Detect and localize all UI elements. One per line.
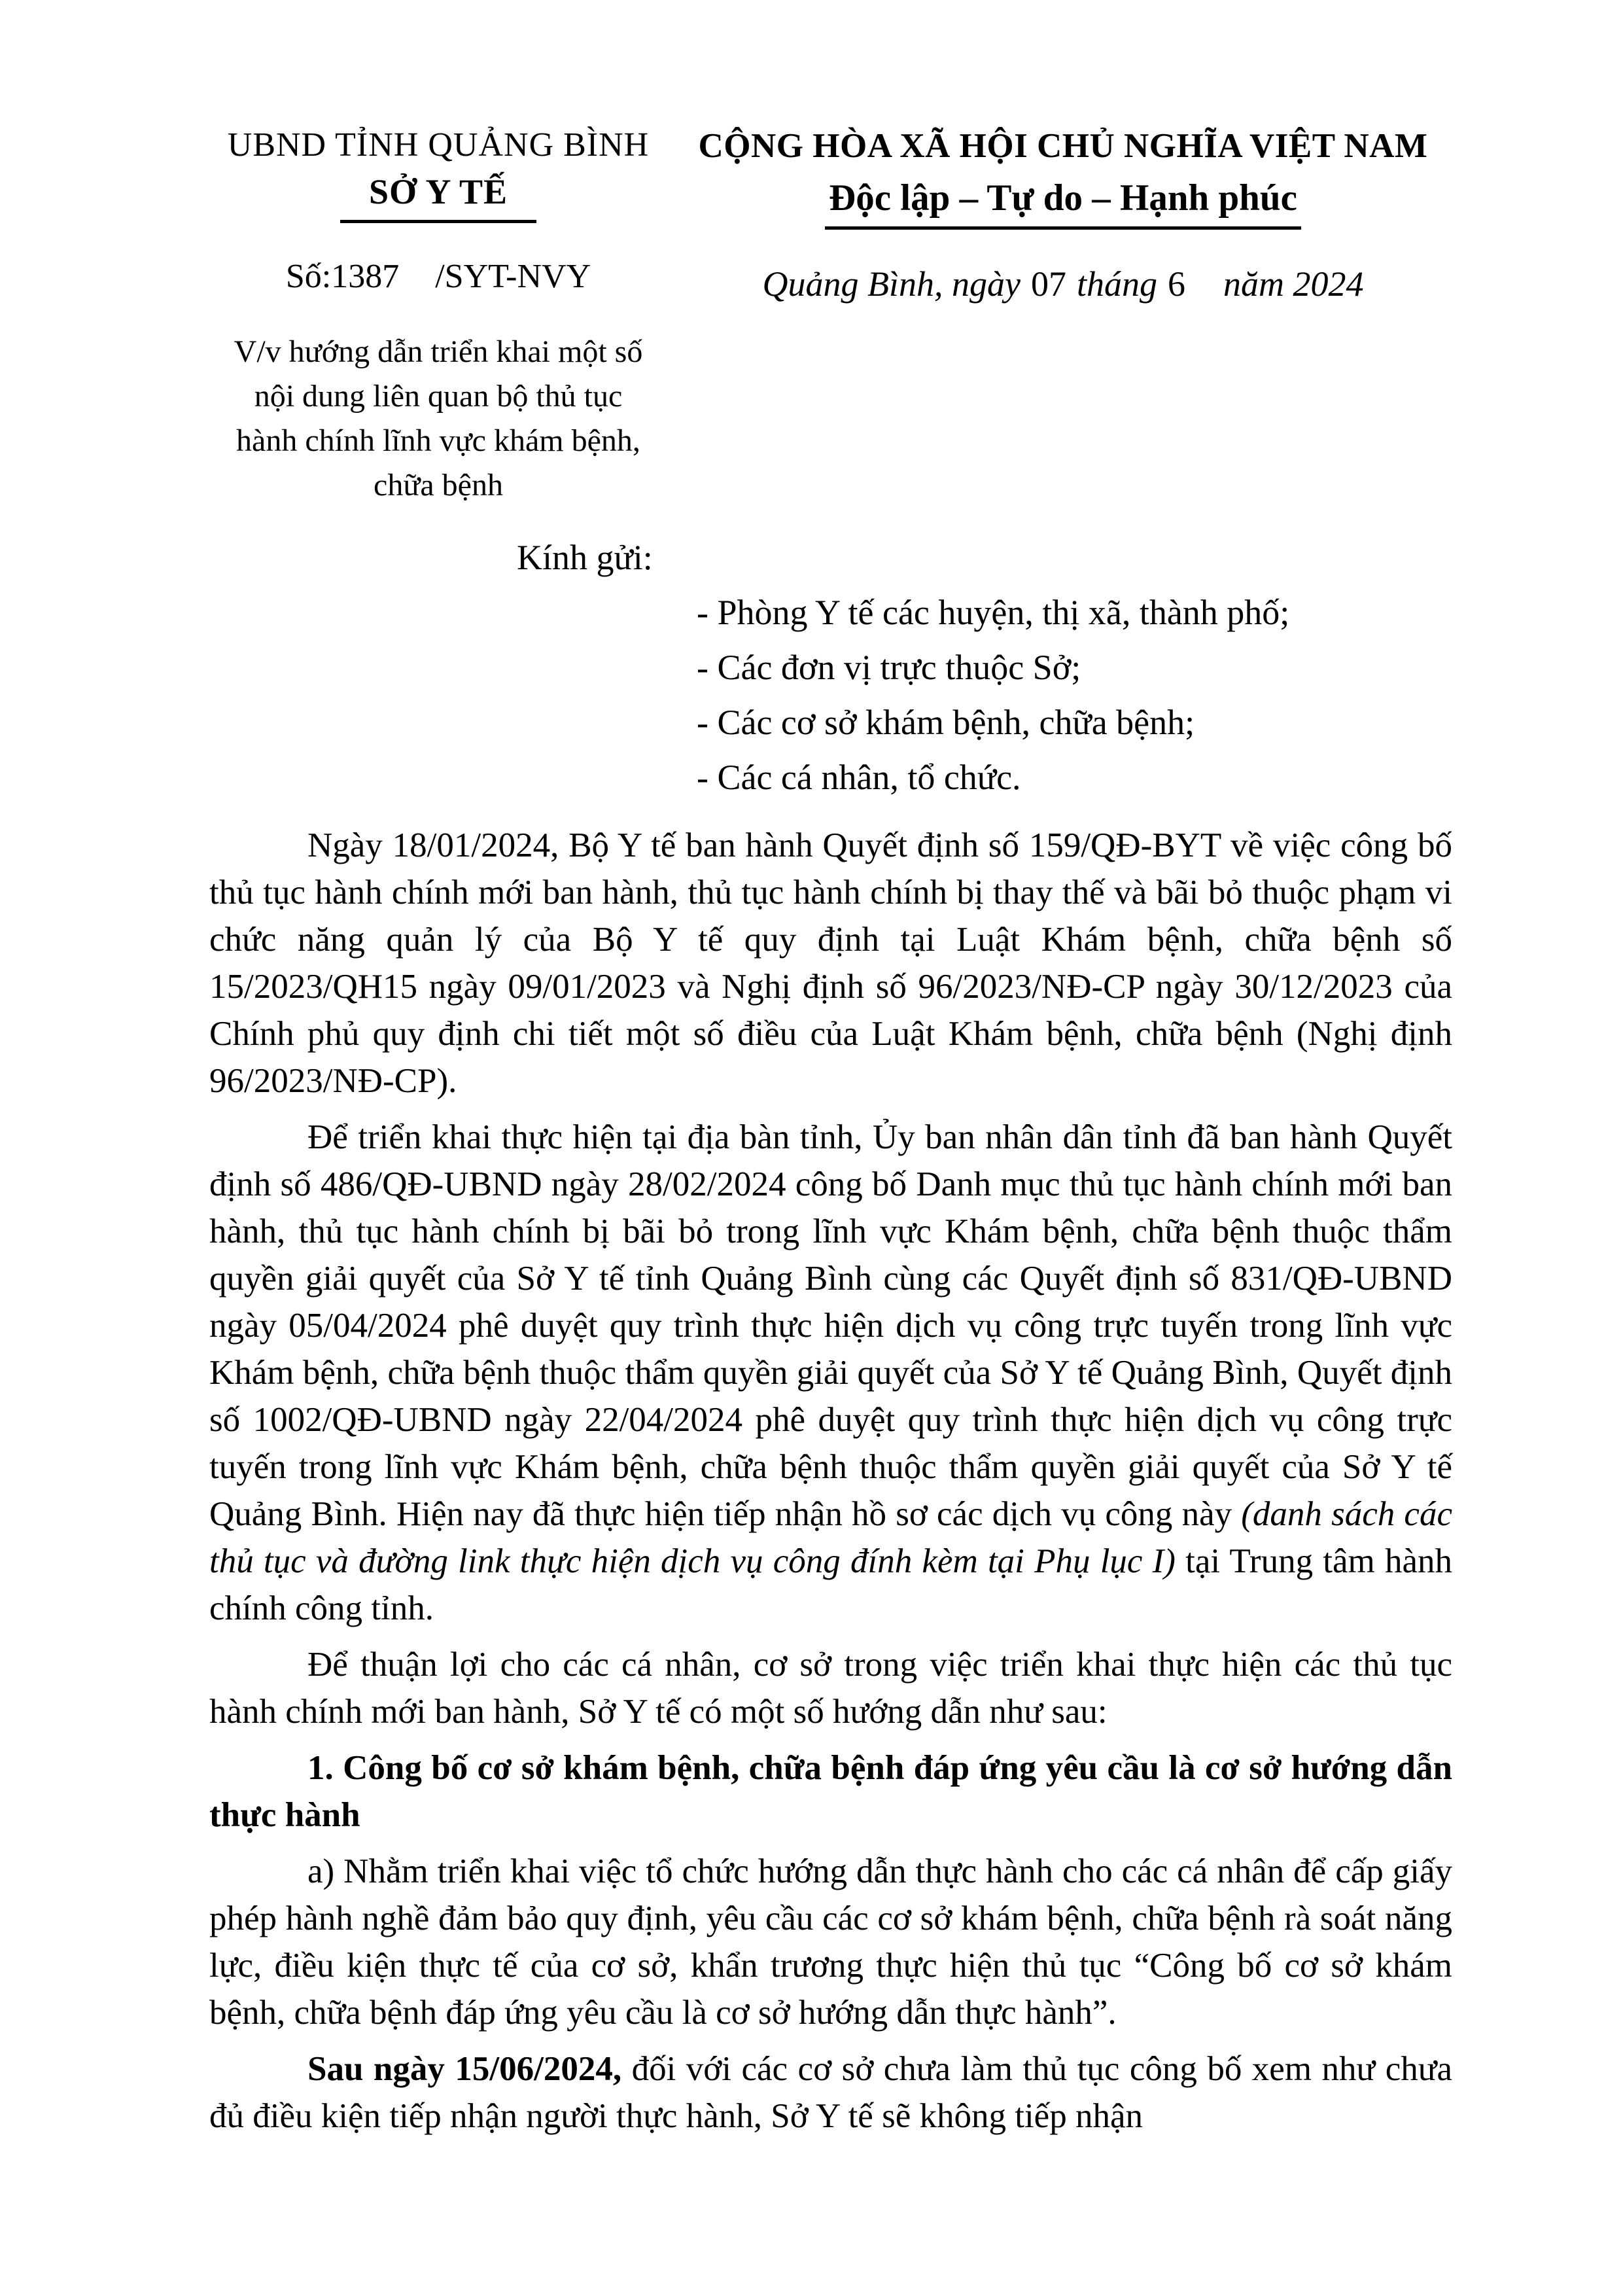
text-run: Ngày 18/01/2024, Bộ Y tế ban hành Quyết định số 159/QĐ-BYT về việc công bố thủ tục hành chính mới ban hành, thủ tục hành chính bị thay thế và bãi bỏ thuộc phạm vi chức năng quản lý của Bộ Y tế quy định tại Luật Khám bệnh, chữa bệnh số 15/2023/QH15 ngày 09/01/2023 và Nghị định số 96/2023/NĐ-CP ngày 30/12/2023 của Chính phủ quy định chi tiết một số điều của Luật Khám bệnh, chữa bệnh (Nghị định 96/2023/NĐ-CP). <box>209 826 1452 1100</box>
recipient-item: - Các cá nhân, tổ chức. <box>697 758 1021 797</box>
text-run: Để thuận lợi cho các cá nhân, cơ sở trong việc triển khai thực hiện các thủ tục hành chính mới ban hành, Sở Y tế có một số hướng dẫn như sau: <box>209 1646 1452 1731</box>
place-date-prefix: Quảng Bình, ngày <box>762 264 1021 304</box>
recipient-list <box>209 585 1452 805</box>
text-run: a) Nhằm triển khai việc tổ chức hướng dẫn thực hành cho các cá nhân để cấp giấy phép hành nghề đảm bảo quy định, yêu cầu các cơ sở khám bệnh, chữa bệnh rà soát năng lực, điều kiện thực tế của cơ sở, khẩn trương thực hiện thủ tục “Công bố cơ sở khám bệnh, chữa bệnh đáp ứng yêu cầu là cơ sở hướng dẫn thực hành”. <box>209 1852 1452 2032</box>
date-month: 6 <box>1167 264 1185 304</box>
body-paragraph <box>209 1114 1452 1632</box>
body-paragraph <box>209 2045 1452 2140</box>
org-name: SỞ Y TẾ <box>368 172 508 211</box>
org-parent-name: UBND TỈNH QUẢNG BÌNH <box>227 126 650 164</box>
national-motto: Độc lập – Tự do – Hạnh phúc <box>825 175 1301 230</box>
recipient-item: - Các cơ sở khám bệnh, chữa bệnh; <box>697 703 1195 742</box>
text-run: Để triển khai thực hiện tại địa bàn tỉnh, Ủy ban nhân dân tỉnh đã ban hành Quyết định số 486/QĐ-UBND ngày 28/02/2024 công bố Danh mục thủ tục hành chính mới ban hành, thủ tục hành chính bị bãi bỏ trong lĩnh vực Khám bệnh, chữa bệnh thuộc thẩm quyền giải quyết của Sở Y tế tỉnh Quảng Bình cùng các Quyết định số 831/QĐ-UBND ngày 05/04/2024 phê duyệt quy trình thực hiện dịch vụ công trực tuyến trong lĩnh vực Khám bệnh, chữa bệnh thuộc thẩm quyền giải quyết của Sở Y tế Quảng Bình, Quyết định số 1002/QĐ-UBND ngày 22/04/2024 phê duyệt quy trình thực hiện dịch vụ công trực tuyến trong lĩnh vực Khám bệnh, chữa bệnh thuộc thẩm quyền giải quyết của Sở Y tế Quảng Bình. Hiện nay đã thực hiện tiếp nhận hồ sơ các dịch vụ công này <box>209 1118 1452 1533</box>
body-paragraph <box>209 822 1452 1104</box>
bold-text-run: Sau ngày 15/06/2024, <box>307 2050 622 2088</box>
doc-number-line <box>209 257 667 296</box>
text-run: tại Trung tâm hành chính công tỉnh. <box>209 1542 1452 1627</box>
section-heading <box>209 1744 1452 1839</box>
national-motto-wrap <box>667 175 1459 230</box>
date-month-label: tháng <box>1076 264 1157 304</box>
national-title: CỘNG HÒA XÃ HỘI CHỦ NGHĨA VIỆT NAM <box>698 127 1428 165</box>
salutation-label: Kính gửi: <box>517 538 653 577</box>
document-header <box>209 124 1452 508</box>
bold-text-run: 1. Công bố cơ sở khám bệnh, chữa bệnh đáp ứng yêu cầu là cơ sở hướng dẫn thực hành <box>209 1749 1452 1834</box>
issuing-org-block <box>209 124 667 508</box>
document-body <box>209 822 1452 2140</box>
doc-number-suffix: /SYT-NVY <box>435 258 591 295</box>
date-day: 07 <box>1030 264 1066 304</box>
national-header-block <box>667 124 1459 304</box>
place-date-line <box>667 264 1459 304</box>
doc-subject: V/v hướng dẫn triển khai một số nội dung liên quan bộ thủ tục hành chính lĩnh vực khám bệnh, chữa bệnh <box>234 334 643 503</box>
body-paragraph <box>209 1641 1452 1735</box>
org-underline-rule <box>340 220 536 223</box>
recipient-item: - Phòng Y tế các huyện, thị xã, thành phố; <box>697 593 1290 632</box>
date-year-label: năm 2024 <box>1223 264 1364 304</box>
text-run: đối với các cơ sở chưa làm thủ tục công bố xem như chưa đủ điều kiện tiếp nhận người thực hành, Sở Y tế sẽ không tiếp nhận <box>209 2050 1452 2135</box>
doc-number-value: 1387 <box>331 258 400 295</box>
recipient-item: - Các đơn vị trực thuộc Sở; <box>697 648 1081 687</box>
body-paragraph <box>209 1848 1452 2036</box>
salutation-block <box>209 530 1452 805</box>
italic-text-run: (danh sách các thủ tục và đường link thực hiện dịch vụ công đính kèm tại Phụ lục I) <box>209 1495 1452 1580</box>
doc-number-label: Số: <box>285 258 332 295</box>
document-content <box>209 0 1452 2140</box>
